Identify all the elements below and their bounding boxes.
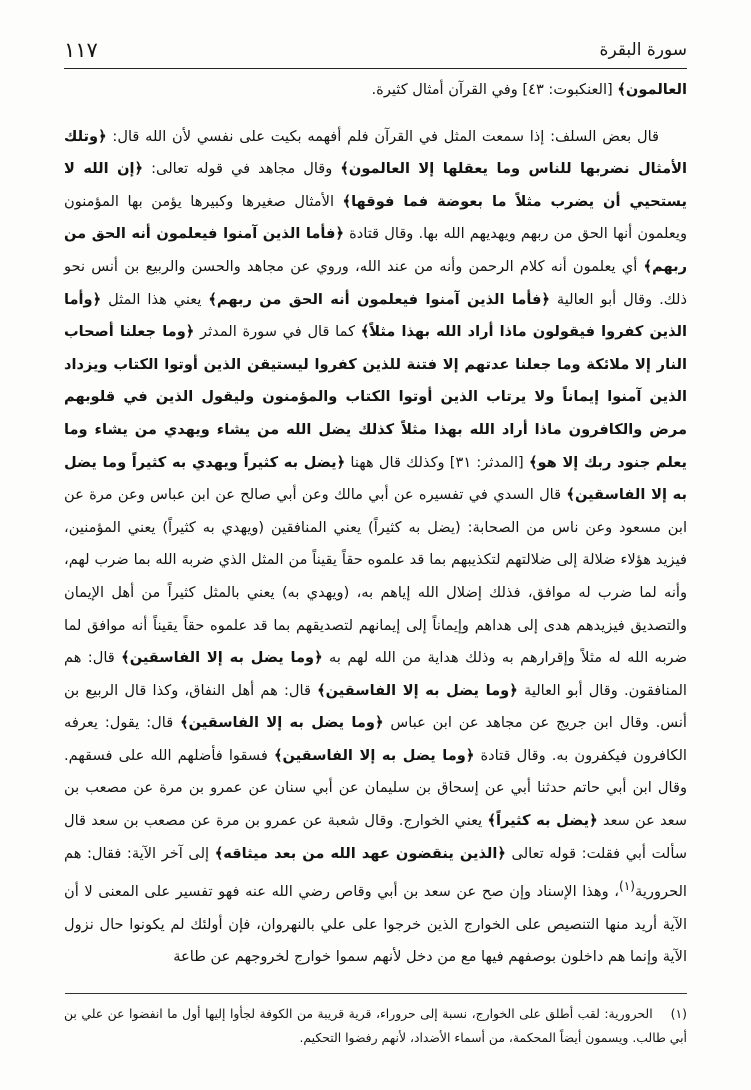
footnote-body: الحرورية: لقب أطلق على الخوارج، نسبة إلى حروراء، قرية قريبة من الكوفة لجأوا إليها أول ما انفضوا عن علي بن أبي طالب. ويسمون أيضاً المحكمة، من أسماء الأضداد، لأنهم رفضوا التحكيم. [64,1006,687,1045]
text-run: قال السدي في تفسيره عن أبي مالك وعن أبي صالح عن ابن عباس وعن مرة عن ابن مسعود وعن ناس من الصحابة: (يضل به كثيراً) يعني المنافقين (ويهدي به كثيراً) يعني المؤمنين، فيزيد هؤلاء ضلالة إلى ضلالتهم لتكذيبهم بما قد علموه حقاً يقيناً من المثل الذي ضربه الله بما ضرب لهم، وأنه لما ضرب له موافق، فذلك إضلال الله إياهم به، (ويهدي به) يعني بالمثل كثيراً من أهل الإيمان والتصديق فيزيدهم هدى إلى هداهم وإيماناً إلى إيمانهم لتصديقهم بما قد علموه حقاً يقيناً أنه موافق لما ضربه الله له مثلاً وإقرارهم به وذلك هداية من الله لهم به [64,486,687,667]
text-run: أي يعلمون أنه كلام الرحمن وأنه من عند الله، وروي عن مجاهد والحسن والربيع بن أنس نحو ذلك. وقال أبو العالية [64,257,687,308]
page-number: ١١٧ [64,38,98,62]
quran-quote: ﴿وأما الذين كفروا فيقولون ماذا أراد الله بهذا مثلاً﴾ [64,290,687,341]
footnote-text [64,1002,687,1050]
page-body [64,74,687,974]
quran-quote: ﴿وما يضل به إلا الفاسقين﴾ [317,681,518,699]
footnote-ref[interactable]: (١) [619,879,636,894]
quran-quote: ﴿وتلك الأمثال نضربها للناس وما يعقلها إلا العالمون﴾ [64,127,688,178]
quran-quote: ﴿وما يضل به إلا الفاسقين﴾ [273,746,475,764]
text-run: قال بعض السلف: إذا سمعت المثل في القرآن فلم أفهمه بكيت على نفسي لأن الله قال: [106,127,659,145]
page-header [64,38,687,69]
text-run: قال: هم المنافقون. وقال أبو العالية [64,649,687,699]
text-run: وقال مجاهد في قوله تعالى: [143,160,341,178]
text-run: يعني الخوارج. وقال شعبة عن عمرو بن مرة عن مصعب بن سعد قال سألت أبي فقلت: قوله تعالى [64,812,688,862]
quran-quote: ﴿يضل به كثيراً ويهدي به كثيراً وما يضل به إلا الفاسقين﴾ [64,453,687,504]
paragraph-continuation [64,74,687,107]
quran-quote: ﴿فأما الذين آمنوا فيعلمون أنه الحق من ربهم﴾ [208,290,550,308]
footnote-number: (١) [670,1006,687,1021]
text-run: [المدثر: ٣١] وكذلك قال ههنا [345,453,529,471]
quran-quote: ﴿وما جعلنا أصحاب النار إلا ملائكة وما جعلنا عدتهم إلا فتنة للذين كفروا ليستيقن الذين أوتوا الكتاب ويزداد الذين آمنوا إيماناً ولا يرتاب الذين أوتوا الكتاب والمؤمنون وليقول الذين في قلوبهم مرض والكافرون ماذا أراد الله بهذا مثلاً كذلك يضل الله من يشاء ويهدي من يشاء وما يعلم جنود ربك إلا هو﴾ [64,323,688,471]
text-run: ، وهذا الإسناد وإن صح عن سعد بن أبي وقاص رضي الله عنه فهو تفسير على المعنى لا أن الآية أريد منها التنصيص على الخوارج الذين خرجوا على علي بالنهروان، فإن أولئك لم يكونوا حال نزول الآية وإنما هم داخلون بوصفهم فيها مع من دخل لأنهم سموا خوارج لخروجهم عن طاعة [64,883,687,966]
quran-quote: ﴿يضل به كثيراً﴾ [487,812,598,830]
text-run: كما قال في سورة المدثر [194,323,361,341]
text-run: إلى آخر الآية: فقال: هم الحرورية [64,844,687,901]
quran-quote: ﴿وما يضل به إلا الفاسقين﴾ [121,649,323,667]
quran-quote: ﴿فأما الذين آمنوا فيعلمون أنه الحق من ربهم﴾ [64,225,687,275]
text-run: قال: هم أهل النفاق، وكذا قال الربيع بن أنس. وقال ابن جريج عن مجاهد عن ابن عباس [64,681,687,732]
quran-quote: ﴿إن الله لا يستحيي أن يضرب مثلاً ما بعوضة فما فوقها﴾ [64,160,687,210]
quran-quote: ﴿وما يضل به إلا الفاسقين﴾ [180,714,384,732]
paragraph-main [64,121,687,974]
surah-title: سورة البقرة [599,40,687,60]
text-run: يعني هذا المثل [101,290,209,308]
text-run: [العنكبوت: ٤٣] وفي القرآن أمثال كثيرة. [371,81,618,98]
text-run: فسقوا فأضلهم الله على فسقهم. وقال ابن أبي حاتم حدثنا أبي عن إسحاق بن سليمان عن أبي سنان عن عمرو بن مرة عن مصعب بن سعد عن سعد [64,746,688,830]
quran-quote: العالمون﴾ [617,81,687,98]
footnote-divider [65,993,687,994]
text-run: قال: يقول: يعرفه الكافرون فيكفرون به. وقال قتادة [64,714,687,764]
text-run: الأمثال صغيرها وكبيرها يؤمن بها المؤمنون ويعلمون أنها الحق من ربهم ويهديهم الله بها. وقال قتادة [64,192,687,243]
quran-quote: ﴿الذين ينقضون عهد الله من بعد ميثاقه﴾ [214,844,506,862]
footnote [64,1002,687,1050]
